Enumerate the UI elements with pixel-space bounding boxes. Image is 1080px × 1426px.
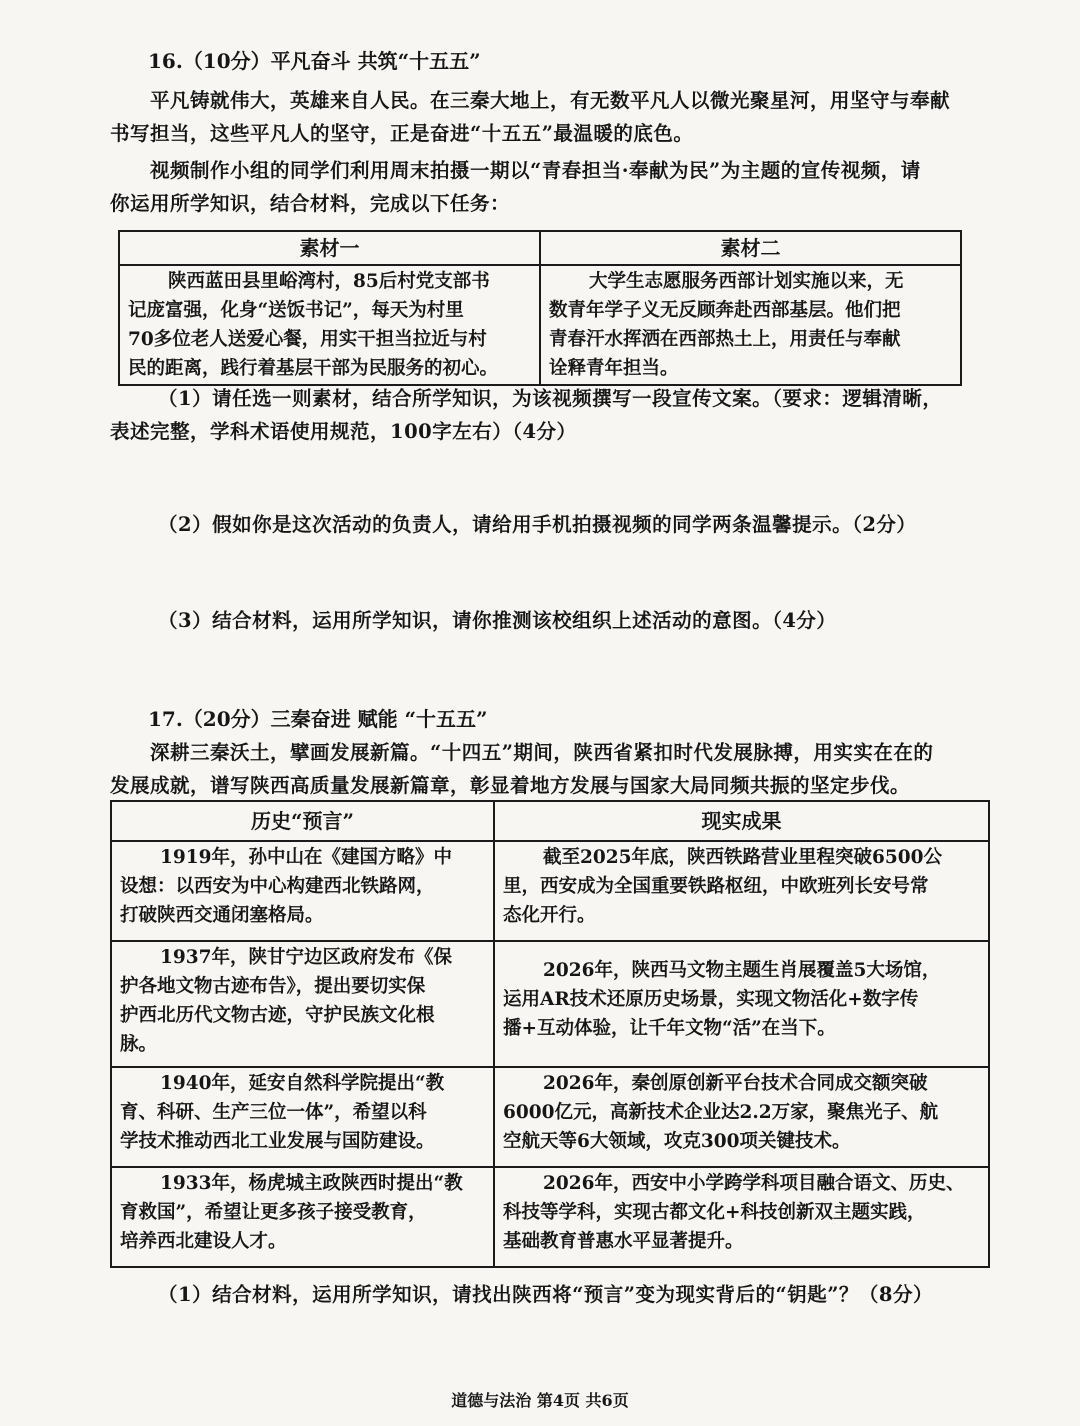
- cell-line: 脉。: [120, 1034, 158, 1055]
- cell-line: 运用AR技术还原历史场景，实现文物活化+数字传: [503, 989, 919, 1010]
- q17-intro: [110, 736, 980, 802]
- question-line: （1）结合材料，运用所学知识，请找出陕西将“预言”变为现实背后的“钥匙”？（8分）: [158, 1283, 934, 1306]
- table-cell-reality: [494, 841, 989, 941]
- cell-line: 里，西安成为全国重要铁路枢纽，中欧班列长安号常: [503, 876, 929, 897]
- question-line: （3）结合材料，运用所学知识，请你推测该校组织上述活动的意图。（4分）: [158, 609, 837, 632]
- cell-line: 1919年，孙中山在《建国方略》中: [160, 847, 452, 868]
- table-cell-history: [111, 1167, 494, 1267]
- cell-line: 1937年，陕甘宁边区政府发布《保: [160, 947, 452, 968]
- q17-question-1: [110, 1278, 980, 1311]
- table-cell-reality: [494, 1067, 989, 1167]
- q16-question-3: [110, 604, 980, 637]
- q16-intro-line: 视频制作小组的同学们利用周末拍摄一期以“青春担当·奉献为民”为主题的宣传视频，请: [150, 159, 921, 182]
- material-1-text: [119, 265, 540, 385]
- table-cell-history: [111, 941, 494, 1067]
- reality-achievement-header: 现实成果: [494, 801, 989, 841]
- material-1-line: 民的距离，践行着基层干部为民服务的初心。: [128, 358, 499, 379]
- q17-intro-line: 深耕三秦沃土，擘画发展新篇。“十四五”期间，陕西省紧扣时代发展脉搏，用实实在在的: [150, 741, 934, 764]
- table-cell-history: [111, 841, 494, 941]
- material-1-line: 陕西蓝田县里峪湾村，85后村党支部书: [168, 271, 490, 292]
- cell-line: 截至2025年底，陕西铁路营业里程突破6500公: [543, 847, 942, 868]
- q17-title: 17.（20分）三秦奋进 赋能 “十五五”: [148, 707, 488, 731]
- q17-comparison-table: [110, 800, 990, 1268]
- material-1-header: 素材一: [119, 231, 540, 265]
- cell-line: 播+互动体验，让千年文物“活”在当下。: [503, 1018, 836, 1039]
- q16-question-1: [110, 382, 980, 448]
- table-cell-reality: [494, 941, 989, 1067]
- cell-line: 态化开行。: [503, 905, 596, 926]
- q16-intro-line: 你运用所学知识，结合材料，完成以下任务：: [110, 192, 511, 215]
- table-cell-reality: [494, 1167, 989, 1267]
- material-2-header: 素材二: [540, 231, 961, 265]
- cell-line: 空航天等6大领域，攻克300项关键技术。: [503, 1131, 851, 1152]
- table-cell-history: [111, 1067, 494, 1167]
- q16-materials-table: [118, 230, 962, 386]
- material-2-line: 诠释青年担当。: [549, 358, 679, 379]
- cell-line: 护各地文物古迹布告》，提出要切实保: [120, 976, 426, 997]
- material-1-line: 记庞富强，化身“送饭书记”，每天为村里: [128, 300, 464, 321]
- cell-line: 2026年，陕西马文物主题生肖展覆盖5大场馆，: [543, 960, 941, 981]
- material-2-line: 青春汗水挥洒在西部热土上，用责任与奉献: [549, 329, 901, 350]
- material-2-text: [540, 265, 961, 385]
- cell-line: 护西北历代文物古迹，守护民族文化根: [120, 1005, 435, 1026]
- cell-line: 2026年，西安中小学跨学科项目融合语文、历史、: [543, 1173, 965, 1194]
- question-line: 表述完整，学科术语使用规范，100字左右）（4分）: [110, 420, 577, 443]
- q16-intro-line: 书写担当，这些平凡人的坚守，正是奋进“十五五”最温暖的底色。: [110, 122, 694, 145]
- question-line: （2）假如你是这次活动的负责人，请给用手机拍摄视频的同学两条温馨提示。（2分）: [158, 513, 917, 536]
- cell-line: 6000亿元，高新技术企业达2.2万家，聚焦光子、航: [503, 1102, 939, 1123]
- cell-line: 育救国”，希望让更多孩子接受教育，: [120, 1202, 427, 1223]
- q16-intro: [110, 84, 980, 220]
- cell-line: 打破陕西交通闭塞格局。: [120, 905, 324, 926]
- q16-question-2: [110, 508, 980, 541]
- cell-line: 科技等学科，实现古都文化+科技创新双主题实践，: [503, 1202, 926, 1223]
- cell-line: 设想：以西安为中心构建西北铁路网，: [120, 876, 435, 897]
- cell-line: 2026年，秦创原创新平台技术合同成交额突破: [543, 1073, 928, 1094]
- q17-intro-line: 发展成就，谱写陕西高质量发展新篇章，彰显着地方发展与国家大局同频共振的坚定步伐。: [110, 774, 911, 797]
- page-footer: 道德与法治 第4页 共6页: [451, 1391, 629, 1410]
- q16-intro-line: 平凡铸就伟大，英雄来自人民。在三秦大地上，有无数平凡人以微光聚星河，用坚守与奉献: [150, 89, 951, 112]
- q16-title: 16.（10分）平凡奋斗 共筑“十五五”: [148, 49, 481, 73]
- history-prophecy-header: 历史“预言”: [111, 801, 494, 841]
- material-2-line: 大学生志愿服务西部计划实施以来，无: [589, 271, 904, 292]
- cell-line: 培养西北建设人才。: [120, 1231, 287, 1252]
- material-2-line: 数青年学子义无反顾奔赴西部基层。他们把: [549, 300, 901, 321]
- cell-line: 育、科研、生产三位一体”，希望以科: [120, 1102, 427, 1123]
- question-line: （1）请任选一则素材，结合所学知识，为该视频撰写一段宣传文案。（要求：逻辑清晰，: [158, 387, 943, 410]
- cell-line: 学技术推动西北工业发展与国防建设。: [120, 1131, 435, 1152]
- cell-line: 基础教育普惠水平显著提升。: [503, 1231, 744, 1252]
- cell-line: 1940年，延安自然科学院提出“教: [160, 1073, 445, 1094]
- cell-line: 1933年，杨虎城主政陕西时提出“教: [160, 1173, 463, 1194]
- material-1-line: 70多位老人送爱心餐，用实干担当拉近与村: [128, 329, 487, 350]
